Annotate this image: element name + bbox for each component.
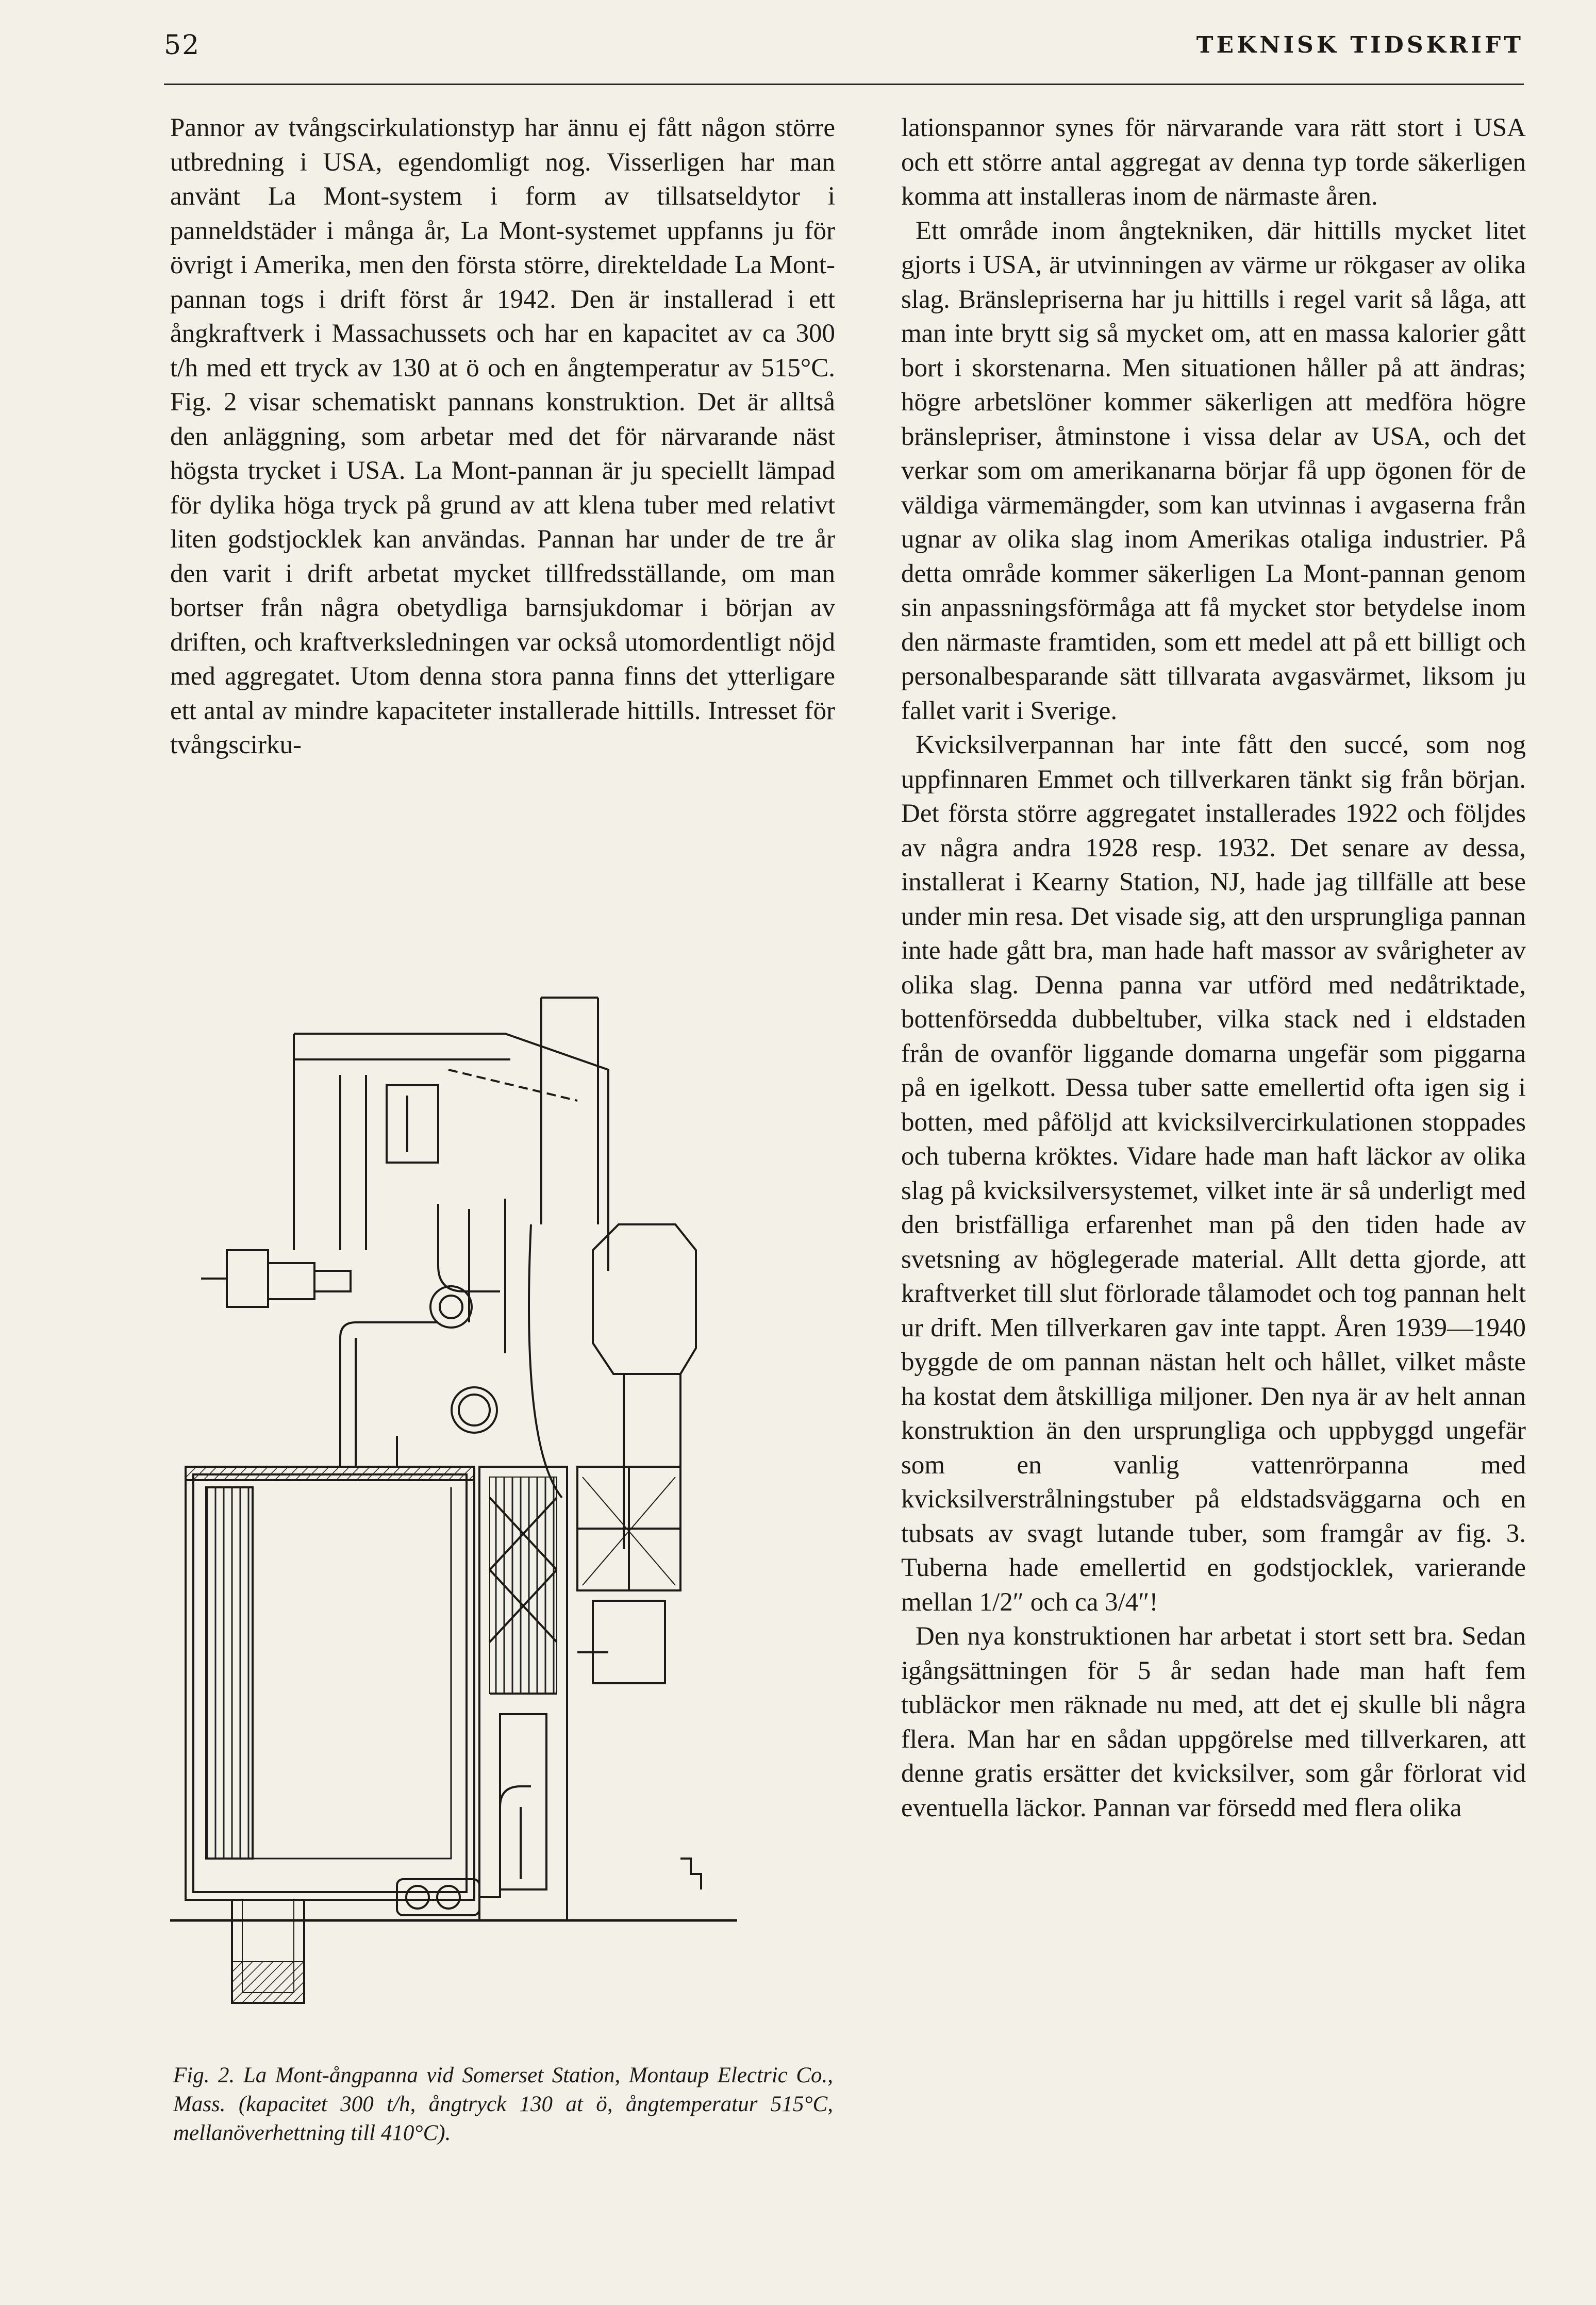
paragraph: Den nya konstruktionen har arbetat i stort sett bra. Sedan igångsättningen för 5 år sedan hade man haft fem tubläckor men räknade nu med, att det ej skulle bli några flera. Man har en sådan uppgörelse med tillverkaren, att denne gratis ersätter det kvicksilver, som går förlorat vid eventuella läckor. Pannan var försedd med flera olika — [901, 1622, 1526, 1822]
paragraph: Pannor av tvångscirkulationstyp har ännu ej fått någon större utbredning i USA, egendomligt nog. Visserligen har man använt La Mont-system i form av tillsatseldytor i panneldstäder i många år, La Mont-systemet uppfanns ju för övrigt i Amerika, men den första större, direkteldade La Mont-pannan togs i drift först år 1942. Den är installerad i ett ångkraftverk i Massachussets och har en kapacitet av ca 300 t/h med ett tryck av 130 at ö och en ångtemperatur av 515°C. Fig. 2 visar schematiskt pannans konstruktion. Det är alltså den anläggning, som arbetar med det för närvarande näst högsta trycket i USA. La Mont-pannan är ju speciellt lämpad för dylika höga tryck på grund av att klena tuber med relativt liten godstjocklek kan användas. Pannan har under de tre år den varit i drift arbetat mycket tillfredsställande, om man bortser från några obetydliga barnsjukdomar i början av driften, och kraftverksledningen var också utomordentligt nöjd med aggregatet. Utom denna stora panna finns det ytterligare ett antal av mindre kapaciteter installerade hittills. Intresset för tvångscirku- — [170, 113, 835, 759]
boiler-diagram — [170, 982, 835, 2054]
page-number: 52 — [164, 30, 201, 61]
paragraph: lationspannor synes för närvarande vara rätt stort i USA och ett större antal aggregat av denna typ torde säkerligen komma att installeras inom de närmaste åren. — [901, 113, 1526, 211]
header-rule — [164, 84, 1524, 85]
journal-name: TEKNISK TIDSKRIFT — [1196, 32, 1524, 58]
left-column — [170, 111, 835, 762]
right-column — [901, 111, 1526, 1825]
paragraph: Kvicksilverpannan har inte fått den succé, som nog uppfinnaren Emmet och tillverkaren tänkt sig från början. Det första större aggregatet installerades 1922 och följdes av några andra 1928 resp. 1932. Det senare av dessa, installerat i Kearny Station, NJ, hade jag tillfälle att bese under min resa. Det visade sig, att den ursprungliga pannan inte hade gått bra, man hade haft massor av svårigheter av olika slag. Denna panna var utförd med nedåtriktade, bottenförsedda dubbeltuber, vilka stack ned i eldstaden från de ovanför liggande domarna ungefär som piggarna på en igelkott. Dessa tuber satte emellertid ofta igen sig i botten, med påföljd att kvicksilvercirkulationen stoppades och tuberna kröktes. Vidare hade man haft läckor av olika slag på kvicksilversystemet, vilket inte är så underligt med den bristfälliga erfarenhet man på den tiden hade av svetsning av höglegerade material. Allt detta gjorde, att kraftverket till slut förlorade tålamodet och tog pannan helt ur drift. Men tillverkaren gav inte tappt. Åren 1939—1940 byggde de om pannan nästan helt och hållet, vilket måste ha kostat dem åtskilliga miljoner. Den nya är av helt annan konstruktion än den ursprungliga och uppbyggd ungefär som en vanlig vattenrörpanna med kvicksilverstrålningstuber på eldstadsväggarna och en tubsats av svagt lutande tuber, som framgår av fig. 3. Tuberna hade emellertid en godstjocklek, varierande mellan 1/2″ och ca 3/4″! — [901, 731, 1526, 1617]
paragraph: Ett område inom ångtekniken, där hittills mycket litet gjorts i USA, är utvinningen av värme ur rökgaser av olika slag. Bränslepriserna har ju hittills i regel varit så låga, att man inte brytt sig så mycket om, att en massa kalorier gått bort i skorstenarna. Men situationen håller på att ändras; högre arbetslöner kommer säkerligen att medföra högre bränslepriser, åtminstone i vissa delar av USA, och det verkar som om amerikanarna börjar få upp ögonen för de väldiga värmemängder, som kan utvinnas i avgaserna från ugnar av olika slag inom Amerikas otaliga industrier. På detta område kommer säkerligen La Mont-pannan genom sin anpassningsförmåga att få mycket stor betydelse inom den närmaste framtiden, som ett medel att på ett billigt och personalbesparande sätt tillvarata avgasvärmet, liksom ju fallet varit i Sverige. — [901, 216, 1526, 725]
boiler-diagram-figure — [170, 982, 835, 2054]
figure-caption: Fig. 2. La Mont-ångpanna vid Somerset Station, Montaup Electric Co., Mass. (kapacitet 300 t/h, ångtryck 130 at ö, ångtemperatur 515°C, mellanöverhettning till 410°C). — [173, 2063, 833, 2145]
